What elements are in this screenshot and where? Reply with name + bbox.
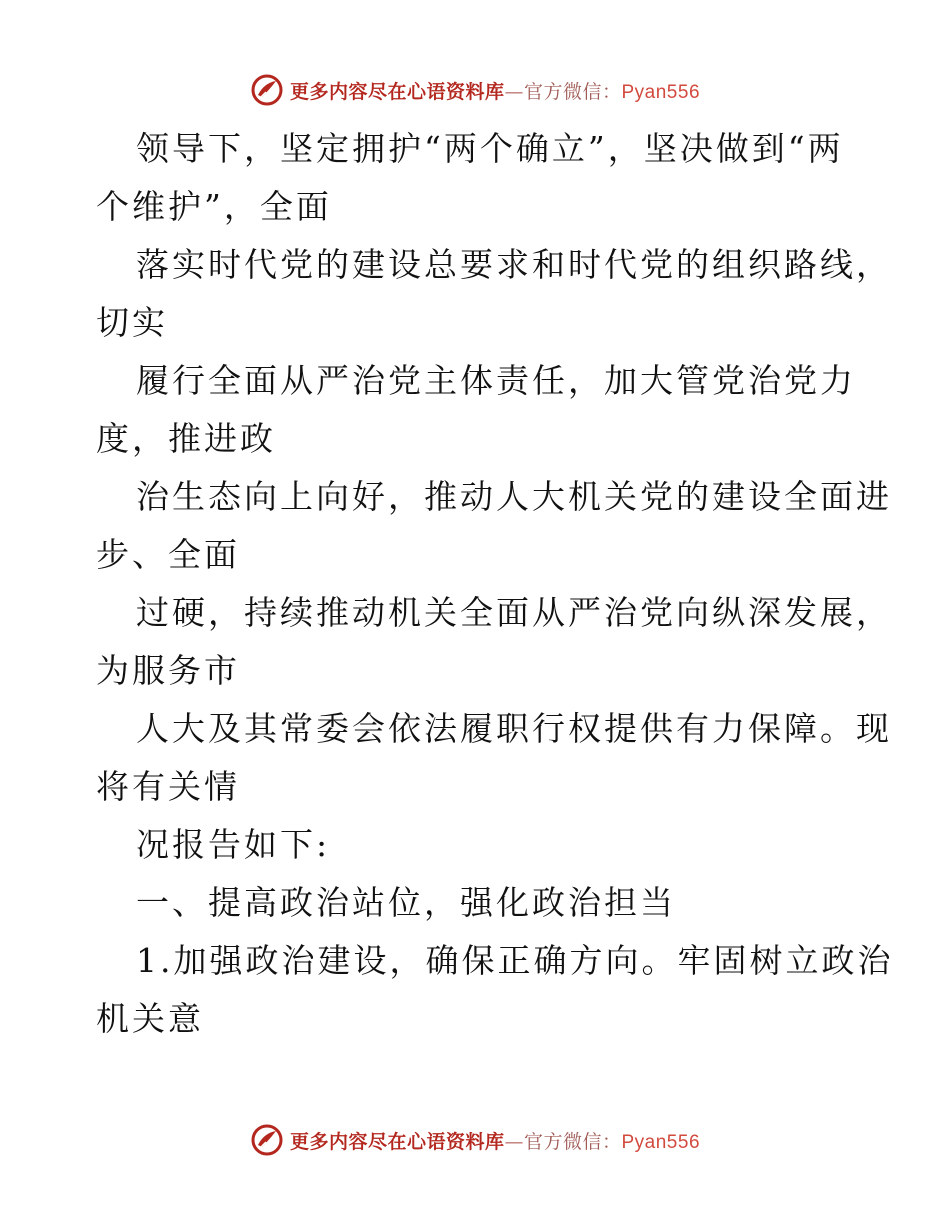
footer-banner-text	[290, 1127, 700, 1154]
text-line-4: 切实	[96, 303, 168, 342]
footer-banner-dash: —	[504, 1130, 524, 1153]
text-line-15: 1.加强政治建设，确保正确方向。牢固树立政治	[136, 941, 894, 980]
text-line-13: 况报告如下:	[136, 825, 331, 864]
section-heading: 一、提高政治站位，强化政治担当	[136, 883, 676, 922]
header-watermark-banner	[0, 70, 950, 110]
footer-banner-main: 更多内容尽在心语资料库	[289, 1130, 505, 1153]
text-line-10: 为服务市	[96, 651, 240, 690]
text-line-16: 机关意	[96, 999, 204, 1038]
pen-logo-icon	[250, 73, 284, 107]
text-line-1: 领导下，坚定拥护“两个确立”，坚决做到“两	[136, 129, 844, 168]
text-line-3: 落实时代党的建设总要求和时代党的组织路线，	[136, 245, 892, 284]
text-line-5: 履行全面从严治党主体责任，加大管党治党力	[136, 361, 856, 400]
footer-watermark-banner	[0, 1120, 950, 1160]
header-banner-main: 更多内容尽在心语资料库	[289, 80, 505, 103]
document-body	[96, 120, 894, 1048]
text-line-11: 人大及其常委会依法履职行权提供有力保障。现	[136, 709, 892, 748]
header-banner-text	[290, 77, 700, 104]
text-line-7: 治生态向上向好，推动人大机关党的建设全面进	[136, 477, 892, 516]
text-line-6: 度，推进政	[96, 419, 276, 458]
footer-banner-handle: Pyan556	[621, 1131, 701, 1153]
text-line-12: 将有关情	[96, 767, 240, 806]
text-line-8: 步、全面	[96, 535, 240, 574]
header-banner-dash: —	[504, 80, 524, 103]
text-line-9: 过硬，持续推动机关全面从严治党向纵深发展，	[136, 593, 892, 632]
header-banner-wechat-label: 官方微信：	[523, 80, 622, 103]
footer-banner-wechat-label: 官方微信：	[523, 1130, 622, 1153]
header-banner-handle: Pyan556	[621, 81, 701, 103]
pen-logo-icon	[250, 1123, 284, 1157]
text-line-2: 个维护”，全面	[96, 187, 332, 226]
